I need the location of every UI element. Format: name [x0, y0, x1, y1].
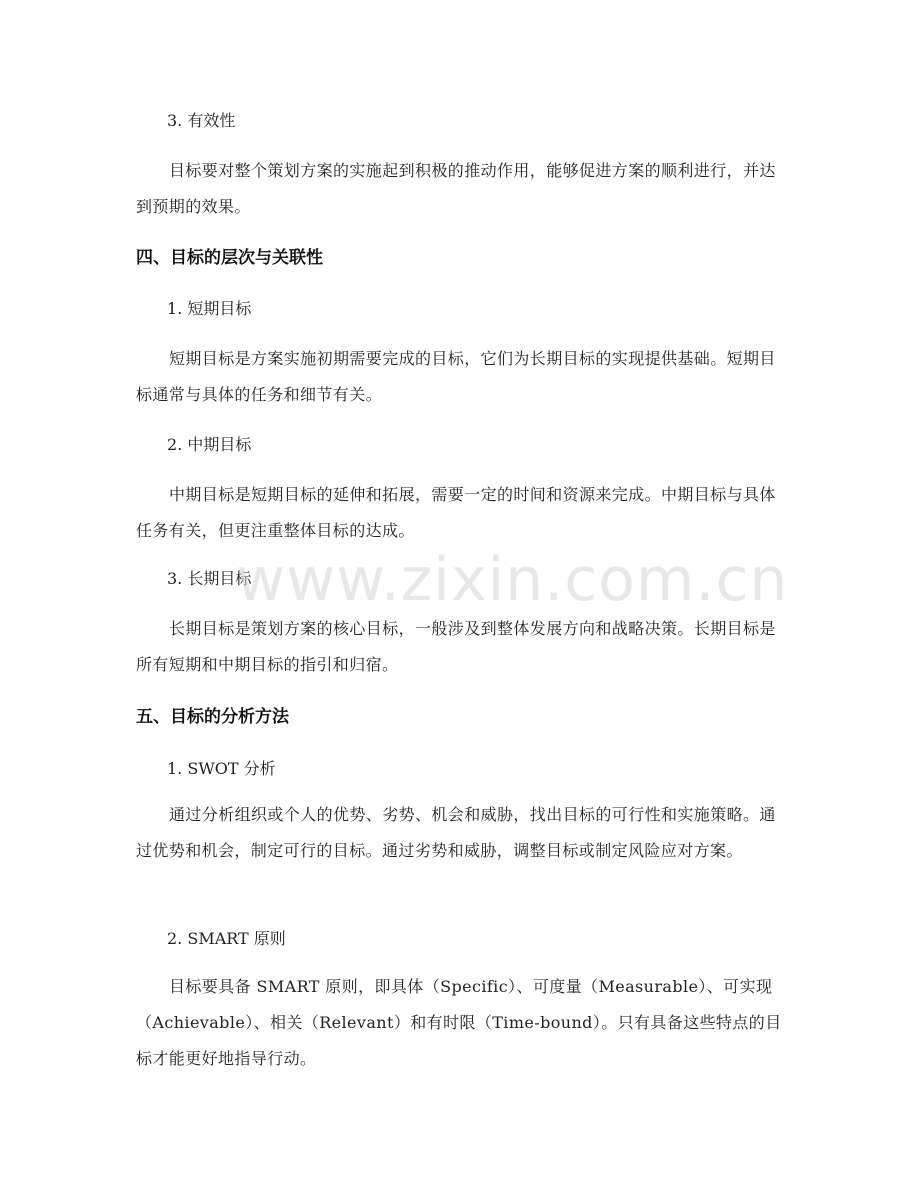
short-term-paragraph: 短期目标是方案实施初期需要完成的目标，它们为长期目标的实现提供基础。短期目标通常与具体的任务和细节有关。 [136, 349, 776, 404]
short-term-subtitle: 1. 短期目标 [167, 299, 252, 318]
section-4-heading: 四、目标的层次与关联性 [136, 248, 323, 268]
long-term-paragraph: 长期目标是策划方案的核心目标，一般涉及到整体发展方向和战略决策。长期目标是所有短期和中期目标的指引和归宿。 [136, 619, 776, 674]
smart-paragraph: 目标要具备 SMART 原则，即具体（Specific）、可度量（Measurable）、可实现（Achievable）、相关（Relevant）和有时限（Time-bound）。只有具备这些特点的目标才能更好地指导行动。 [136, 977, 782, 1068]
effectiveness-subtitle: 3. 有效性 [167, 111, 236, 130]
long-term-subtitle: 3. 长期目标 [167, 569, 252, 588]
section-5-heading: 五、目标的分析方法 [136, 707, 289, 727]
mid-term-paragraph: 中期目标是短期目标的延伸和拓展，需要一定的时间和资源来完成。中期目标与具体任务有关，但更注重整体目标的达成。 [136, 485, 776, 540]
smart-subtitle: 2. SMART 原则 [167, 929, 286, 948]
mid-term-subtitle: 2. 中期目标 [167, 435, 252, 454]
watermark: www.zixin.com.cn [236, 545, 789, 615]
swot-subtitle: 1. SWOT 分析 [167, 759, 276, 778]
swot-paragraph: 通过分析组织或个人的优势、劣势、机会和威胁，找出目标的可行性和实施策略。通过优势和机会，制定可行的目标。通过劣势和威胁，调整目标或制定风险应对方案。 [136, 805, 776, 860]
effectiveness-paragraph: 目标要对整个策划方案的实施起到积极的推动作用，能够促进方案的顺利进行，并达到预期的效果。 [136, 161, 776, 216]
